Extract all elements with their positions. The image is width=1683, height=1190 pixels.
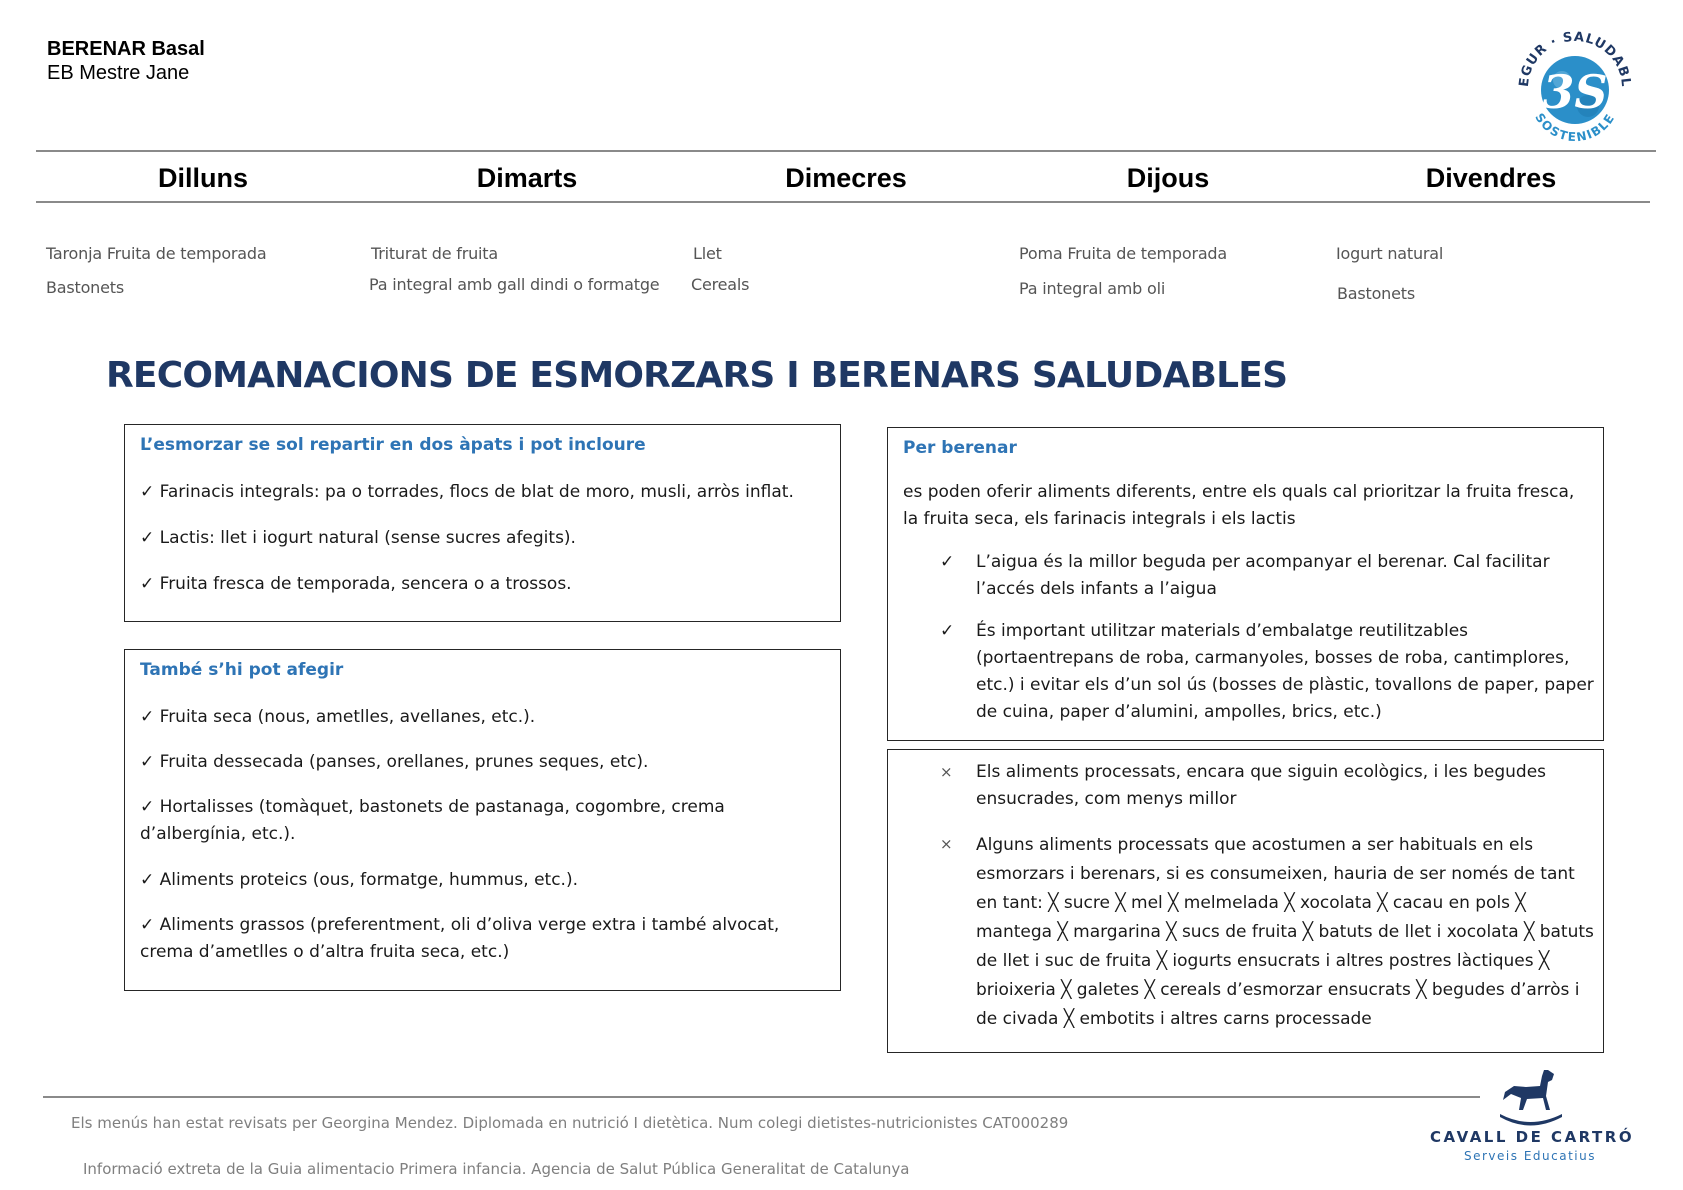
- segur-saludable-sostenible-logo: [1510, 24, 1640, 153]
- snack-intro: es poden oferir aliments diferents, entre els quals cal prioritzar la fruita fresca, la fruita seca, els farinacis integrals i els lactis: [903, 482, 1575, 529]
- menu-tuesday-item-1: Triturat de fruita: [371, 244, 498, 263]
- check-icon: ✓: [940, 621, 955, 641]
- snack-bullet-text: És important utilitzar materials d’embalatge reutilitzables (portaentrepans de roba, carmanyoles, bosses de roba, cantimplores, etc.) i evitar els d’un sol ús (bosses de plàstic, tovallons de paper, paper de cuina, paper d’alumini, ampolles, brics, etc.): [976, 621, 1594, 722]
- menu-monday-item-2: Bastonets: [46, 278, 124, 297]
- snack-bullet-text: L’aigua és la millor beguda per acompanyar el berenar. Cal facilitar l’accés dels infants a l’aigua: [976, 552, 1550, 599]
- snack-box: [887, 427, 1604, 741]
- additions-item: ✓ Hortalisses (tomàquet, bastonets de pastanaga, cogombre, crema d’albergínia, etc.).: [140, 797, 725, 844]
- menu-tuesday-item-2: Pa integral amb gall dindi o formatge: [369, 275, 660, 294]
- footer-divider: [43, 1096, 1480, 1098]
- seal-text-top: EGUR · SALUDABL: [1516, 29, 1634, 89]
- day-thursday: Dijous: [1126, 163, 1210, 193]
- processed-bullet-text: Alguns aliments processats que acostumen a ser habituals en els esmorzars i berenars, si es consumeixen, hauria de ser només de tant en tant: ╳ sucre ╳ mel ╳ melmelada ╳ xocolata ╳ cacau en pols ╳ mantega ╳ margarina ╳ sucs de fruita ╳ batuts de llet i xocolata ╳ batuts de llet i suc de fruita ╳ iogurts ensucrats i altres postres làctiques ╳ brioixeria ╳ galetes ╳ cereals d’esmorzar ensucrats ╳ begudes d’arròs i de civada ╳ embotits i altres carns processade: [976, 835, 1594, 1029]
- seal-text-bottom: SOSTENIBLE: [1532, 110, 1618, 145]
- footer-note-source: Informació extreta de la Guia alimentacio Primera infancia. Agencia de Salut Pública Generalitat de Catalunya: [83, 1160, 910, 1178]
- menu-thursday-item-1: Poma Fruita de temporada: [1019, 244, 1227, 263]
- additions-item: ✓ Aliments proteics (ous, formatge, hummus, etc.).: [140, 870, 578, 890]
- brand-name: CAVALL DE CARTRÓ: [1430, 1128, 1635, 1146]
- additions-item: ✓ Fruita dessecada (panses, orellanes, prunes seques, etc).: [140, 752, 649, 772]
- seal-mark: 3S: [1542, 65, 1608, 119]
- check-icon: ✓: [940, 552, 955, 572]
- breakfast-item: ✓ Lactis: llet i iogurt natural (sense sucres afegits).: [140, 528, 576, 548]
- brand-subtitle: Serveis Educatius: [1464, 1149, 1596, 1163]
- day-tuesday: Dimarts: [476, 163, 578, 193]
- breakfast-item: ✓ Farinacis integrals: pa o torrades, flocs de blat de moro, musli, arròs inflat.: [140, 482, 794, 502]
- header-divider-top: [36, 150, 1656, 152]
- breakfast-box-title: L’esmorzar se sol repartir en dos àpats i pot incloure: [140, 435, 646, 455]
- day-friday: Divendres: [1425, 163, 1557, 193]
- header-divider-bottom: [36, 201, 1650, 203]
- rocking-horse-icon: [1500, 1070, 1562, 1126]
- menu-wednesday-item-1: Llet: [693, 244, 722, 263]
- day-wednesday: Dimecres: [785, 163, 907, 193]
- cross-icon: ×: [940, 835, 953, 853]
- breakfast-box: [124, 424, 841, 622]
- snack-box-title: Per berenar: [903, 438, 1017, 458]
- menu-thursday-item-2: Pa integral amb oli: [1019, 279, 1166, 298]
- processed-bullet-text: Els aliments processats, encara que siguin ecològics, i les begudes ensucrades, com menys millor: [976, 762, 1547, 809]
- menu-friday-item-1: Iogurt natural: [1336, 244, 1444, 263]
- cross-icon: ×: [940, 763, 953, 781]
- additions-item: ✓ Fruita seca (nous, ametlles, avellanes, etc.).: [140, 707, 536, 727]
- school-name: EB Mestre Jane: [47, 62, 190, 84]
- footer-note-reviewer: Els menús han estat revisats per Georgina Mendez. Diplomada en nutrició I dietètica. Num colegi dietistes-nutricionistes CAT000289: [71, 1114, 1069, 1132]
- menu-friday-item-2: Bastonets: [1337, 284, 1415, 303]
- menu-monday-item-1: Taronja Fruita de temporada: [46, 244, 267, 263]
- document-title: BERENAR Basal: [47, 38, 205, 60]
- additions-box: [124, 649, 841, 991]
- processed-foods-box: [887, 749, 1604, 1053]
- menu-wednesday-item-2: Cereals: [691, 275, 750, 294]
- additions-item: ✓ Aliments grassos (preferentment, oli d’oliva verge extra i també alvocat, crema d’ametlles o d’altra fruita seca, etc.): [140, 915, 780, 962]
- day-monday: Dilluns: [157, 163, 249, 193]
- breakfast-item: ✓ Fruita fresca de temporada, sencera o a trossos.: [140, 574, 572, 594]
- additions-box-title: També s’hi pot afegir: [140, 660, 344, 680]
- recommendations-heading: RECOMANACIONS DE ESMORZARS I BERENARS SALUDABLES: [106, 355, 1288, 396]
